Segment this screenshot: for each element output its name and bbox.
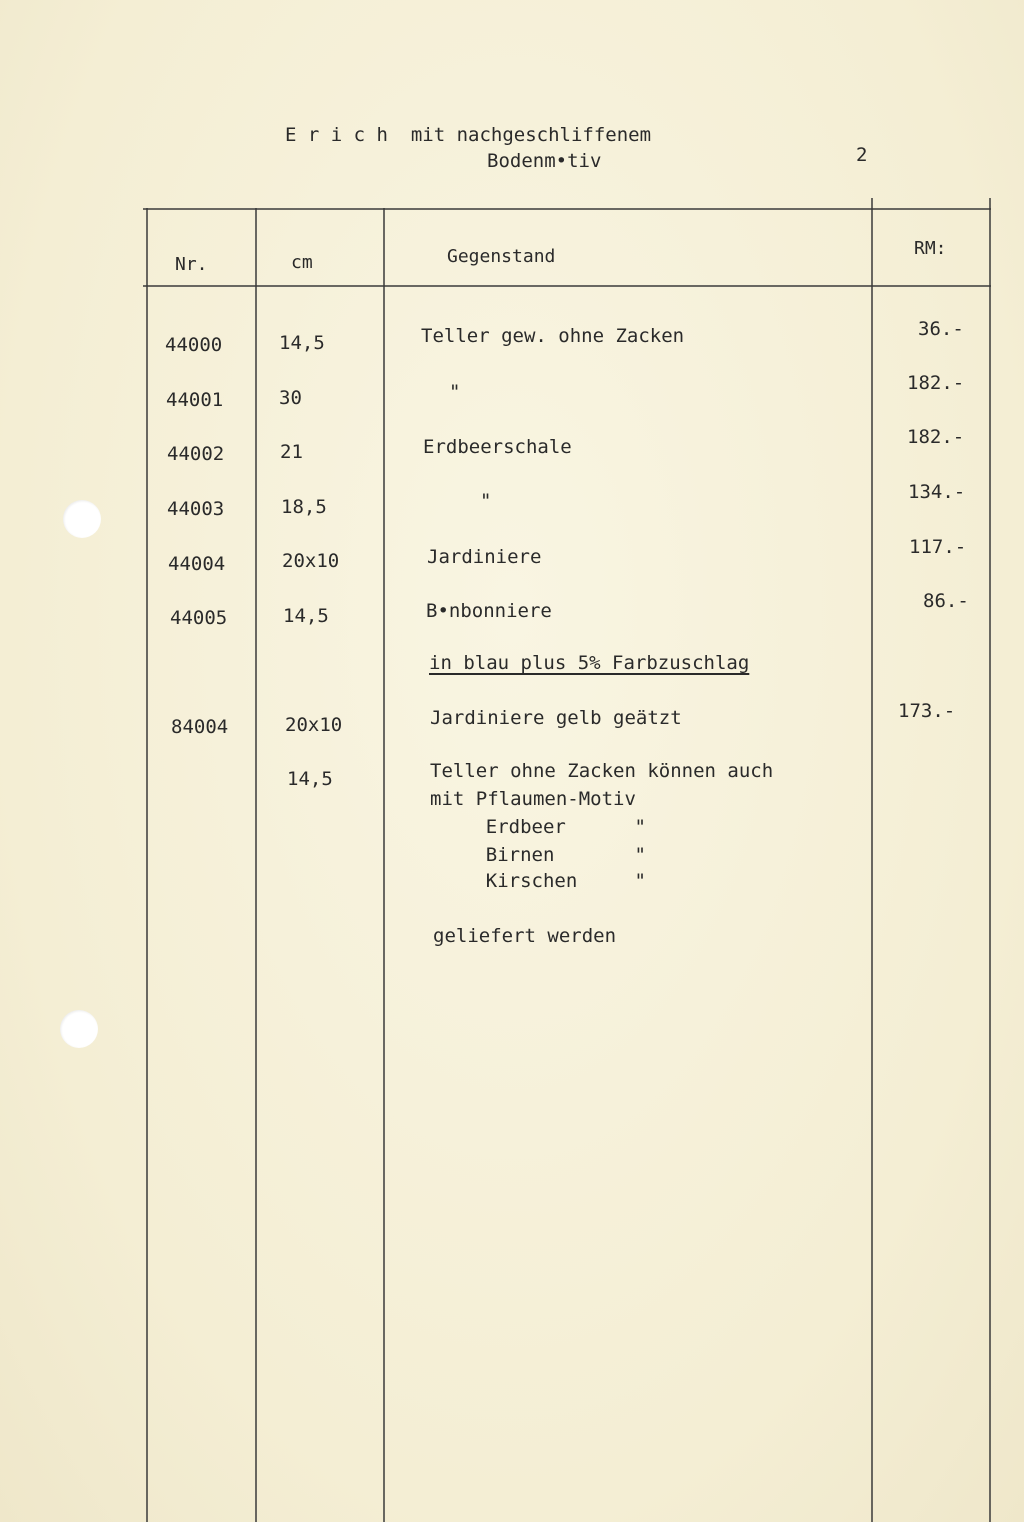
- row-nr: 44002: [167, 443, 225, 465]
- title-line-2: Bodenm•tiv: [487, 150, 602, 172]
- row-cm: 20x10: [285, 714, 343, 736]
- extra-line: mit Pflaumen-Motiv: [430, 788, 636, 810]
- row-price: 182.-: [907, 372, 965, 394]
- row-nr: 44003: [167, 498, 225, 520]
- punch-hole-upper: [63, 500, 101, 538]
- column-divider-item-price: [871, 198, 873, 1522]
- document-title: [285, 122, 652, 172]
- row-item: Teller gew. ohne Zacken: [421, 325, 685, 347]
- extra-line: Birnen ": [440, 844, 646, 866]
- table-right-rule: [989, 198, 991, 1522]
- table-header-rule: [143, 285, 991, 287]
- row-nr: 44001: [166, 389, 224, 411]
- extra-cm: 14,5: [287, 768, 333, 790]
- row-nr: 44004: [168, 553, 226, 575]
- row-price: 182.-: [907, 426, 965, 448]
- row-price: 117.-: [909, 536, 967, 558]
- column-header-rm: RM:: [914, 238, 947, 259]
- title-line-1: E r i c h mit nachgeschliffenem: [285, 124, 652, 146]
- column-header-cm: cm: [291, 252, 313, 273]
- row-item: Jardiniere gelb geätzt: [430, 707, 682, 729]
- row-cm: 21: [280, 441, 303, 463]
- extra-line: Teller ohne Zacken können auch: [430, 760, 774, 782]
- row-nr: 44005: [170, 607, 228, 629]
- row-cm: 14,5: [279, 332, 325, 354]
- column-divider-nr-cm: [255, 208, 257, 1522]
- row-price: 173.-: [898, 700, 956, 722]
- row-cm: 30: [279, 387, 302, 409]
- row-price: 86.-: [923, 590, 969, 612]
- punch-hole-lower: [60, 1010, 98, 1048]
- column-header-gegenstand: Gegenstand: [447, 246, 556, 267]
- column-divider-cm-item: [383, 208, 385, 1522]
- row-cm: 14,5: [283, 605, 329, 627]
- row-price: 134.-: [908, 481, 966, 503]
- row-cm: 20x10: [282, 550, 340, 572]
- row-item: ": [449, 381, 461, 403]
- row-nr: 44000: [165, 334, 223, 356]
- surcharge-note: in blau plus 5% Farbzuschlag: [429, 652, 750, 674]
- extra-line: Kirschen ": [440, 870, 646, 892]
- page-number: 2: [856, 144, 868, 166]
- extra-line: Erdbeer ": [440, 816, 646, 838]
- table-top-rule: [143, 208, 991, 210]
- row-cm: 18,5: [281, 496, 327, 518]
- column-header-nr: Nr.: [175, 254, 208, 275]
- table-left-rule: [146, 208, 148, 1522]
- row-item: Jardiniere: [427, 546, 542, 568]
- row-nr: 84004: [171, 716, 229, 738]
- closing-line: geliefert werden: [433, 925, 617, 947]
- row-item: B•nbonniere: [426, 600, 552, 622]
- row-price: 36.-: [918, 318, 964, 340]
- row-item: Erdbeerschale: [423, 436, 572, 458]
- row-item: ": [480, 490, 492, 512]
